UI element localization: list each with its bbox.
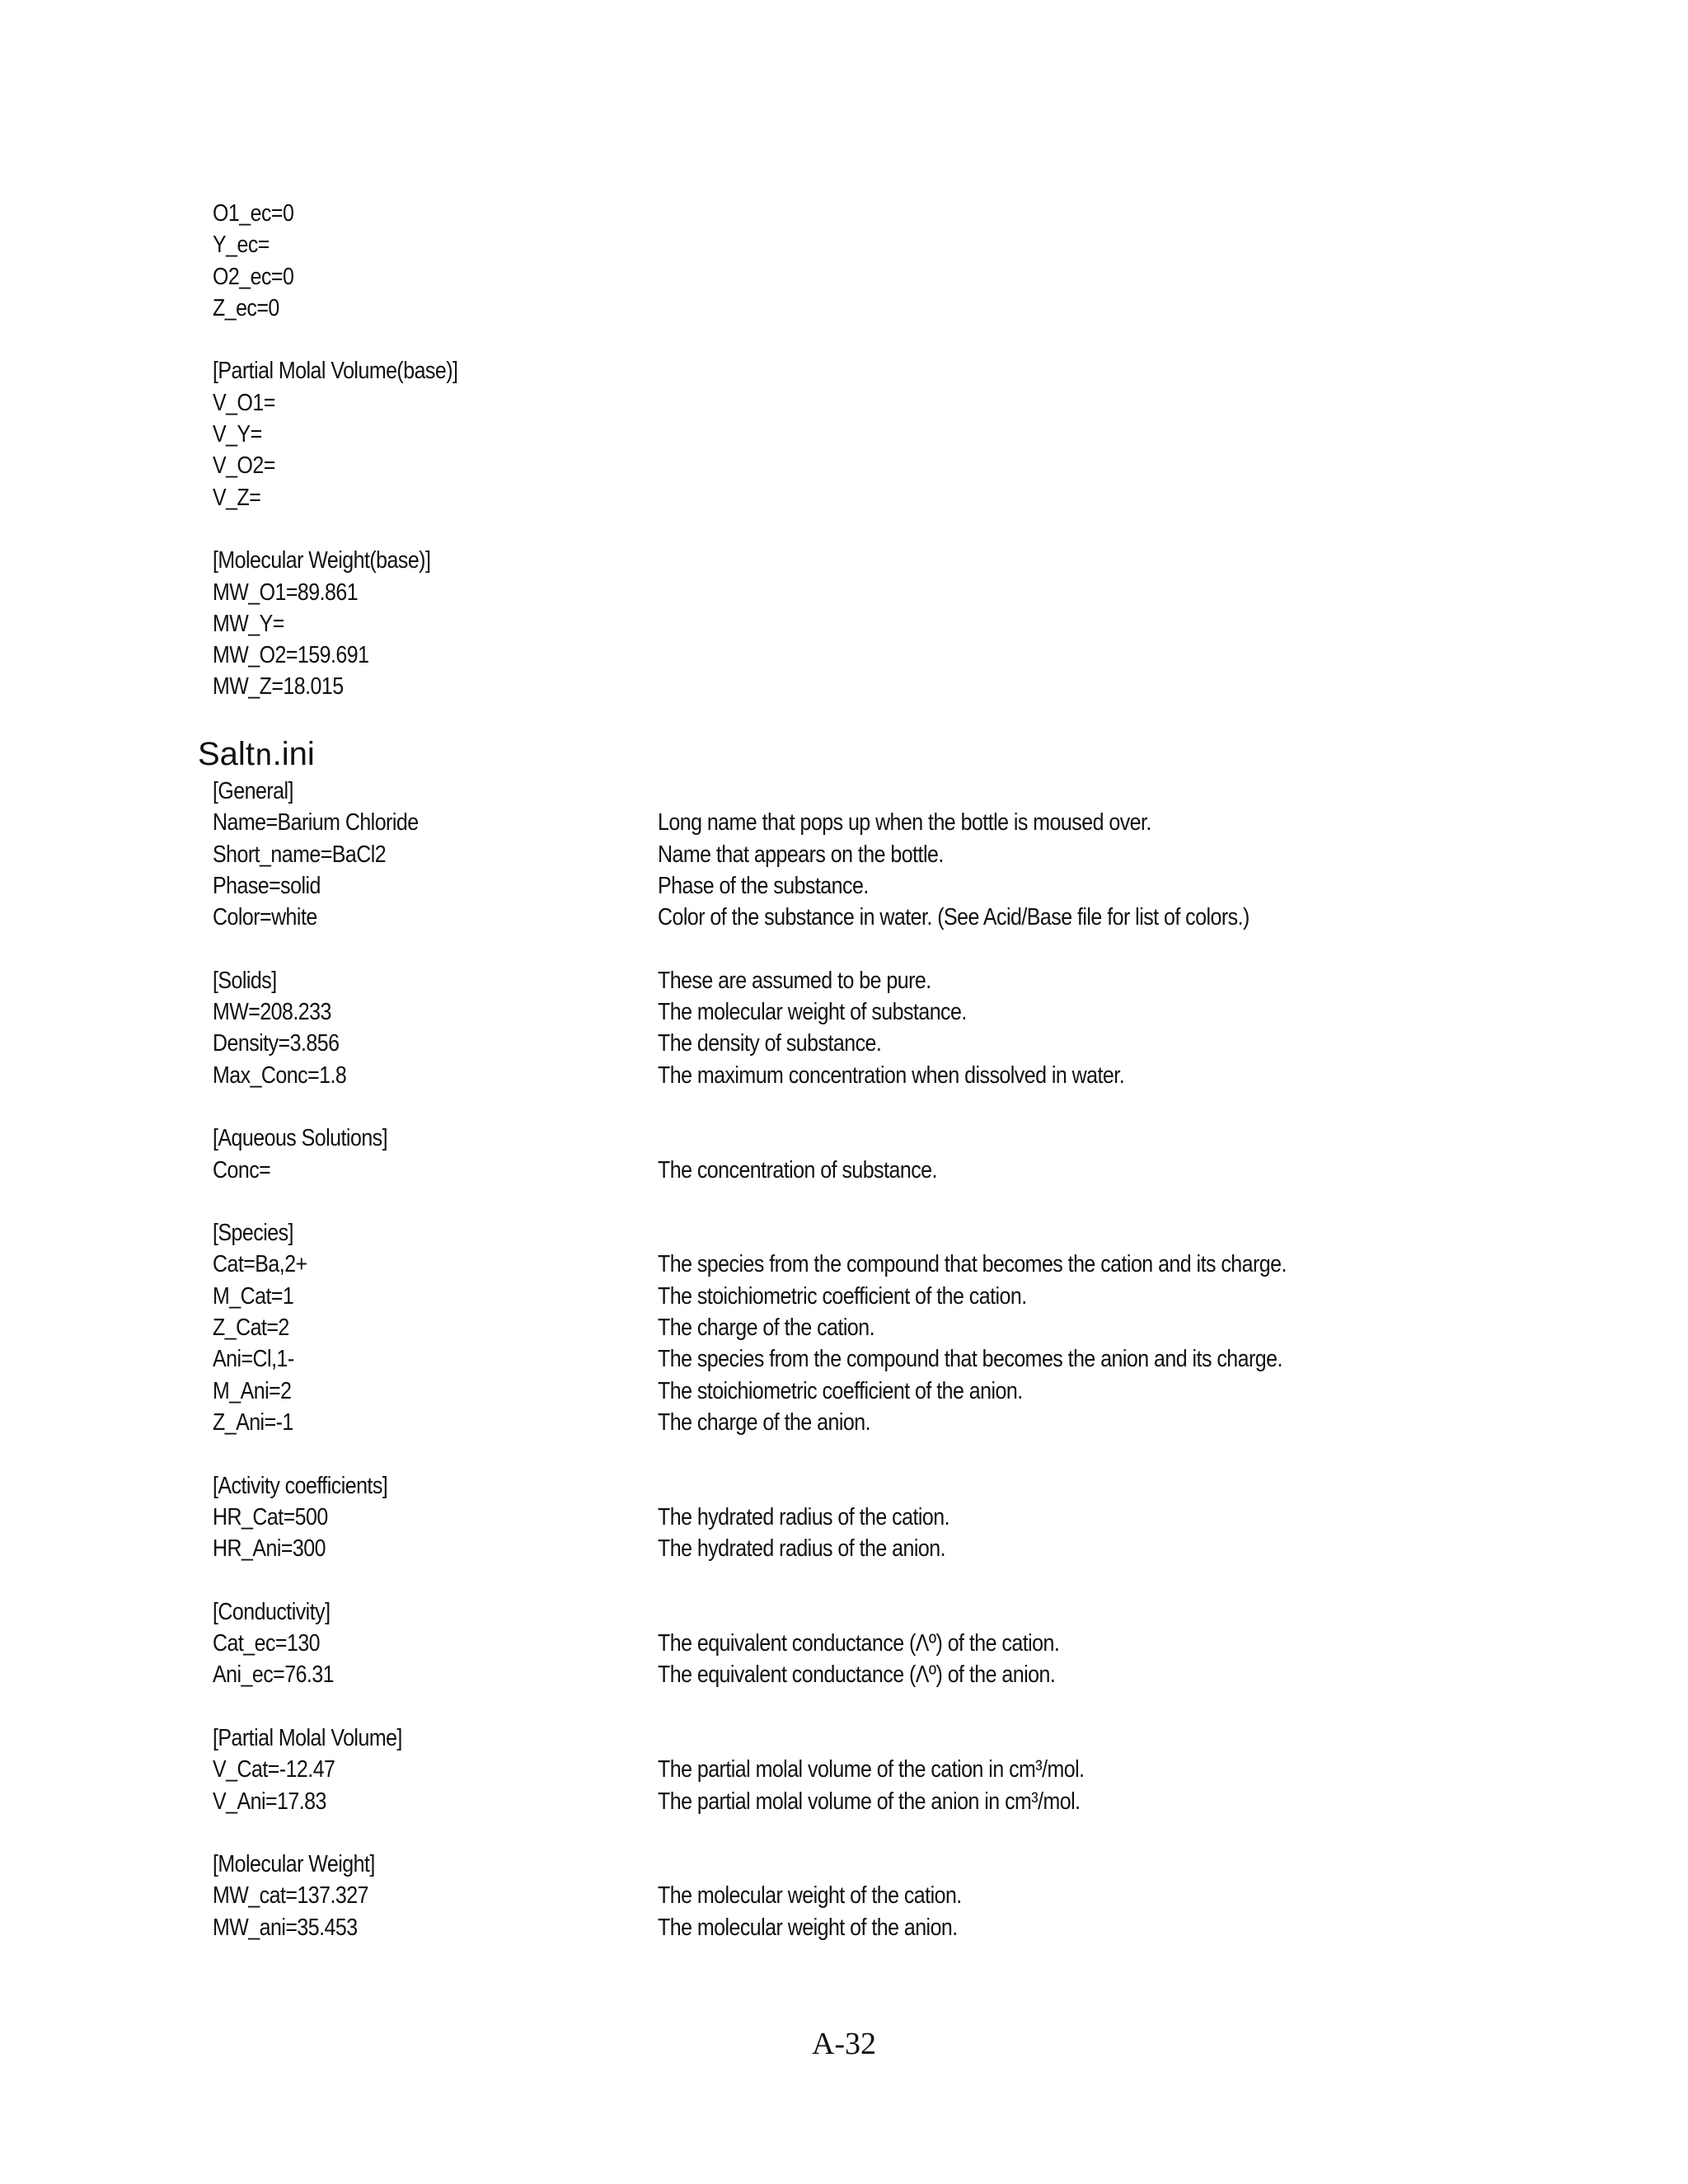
ini-line <box>213 807 1498 838</box>
ini-entry: V_O2= <box>213 452 275 480</box>
blank-line <box>213 1091 1498 1122</box>
ini-line <box>213 839 1498 870</box>
ini-line <box>213 419 1498 450</box>
ini-entry: M_Cat=1 <box>213 1282 294 1310</box>
ini-entry: Density=3.856 <box>213 1030 340 1057</box>
blank-line <box>213 1564 1498 1596</box>
ini-line <box>213 965 1498 996</box>
ini-line <box>213 1060 1498 1091</box>
ini-line <box>213 1249 1498 1280</box>
ini-section-header: [Solids] <box>213 967 277 994</box>
ini-entry: O2_ec=0 <box>213 263 294 290</box>
ini-entry-description: Name that appears on the bottle. <box>658 841 944 868</box>
ini-line <box>213 1343 1498 1375</box>
ini-line <box>213 1596 1498 1628</box>
ini-entry: V_Ani=17.83 <box>213 1788 326 1815</box>
ini-entry-description: The species from the compound that becomes the anion and its charge. <box>658 1346 1282 1373</box>
ini-entry: Cat_ec=130 <box>213 1630 321 1657</box>
ini-line <box>213 1786 1498 1817</box>
ini-entry-description: The density of substance. <box>658 1030 882 1057</box>
ini-line <box>213 1281 1498 1312</box>
blank-line <box>213 1817 1498 1849</box>
ini-section-header: [Partial Molal Volume] <box>213 1724 402 1751</box>
ini-section-header: [Conductivity] <box>213 1598 331 1625</box>
ini-entry: Phase=solid <box>213 872 321 899</box>
ini-entry: Cat=Ba,2+ <box>213 1251 307 1278</box>
ini-entry: MW_ani=35.453 <box>213 1914 358 1941</box>
ini-entry-description: The maximum concentration when dissolved in water. <box>658 1062 1125 1089</box>
ini-line <box>213 1407 1498 1438</box>
ini-line <box>213 1912 1498 1943</box>
ini-section-header: [Molecular Weight] <box>213 1851 375 1878</box>
ini-line <box>213 1722 1498 1754</box>
base-ini-fragment <box>213 198 1498 703</box>
ini-line <box>213 1754 1498 1785</box>
ini-line <box>213 1376 1498 1407</box>
ini-entry: MW_cat=137.327 <box>213 1882 368 1910</box>
ini-line <box>213 450 1498 481</box>
ini-entry-description: The stoichiometric coefficient of the anion. <box>658 1377 1023 1404</box>
ini-entry: MW=208.233 <box>213 999 331 1026</box>
ini-entry: Short_name=BaCl2 <box>213 841 387 868</box>
ini-entry-description: These are assumed to be pure. <box>658 967 931 994</box>
ini-entry: Max_Conc=1.8 <box>213 1062 347 1089</box>
ini-line <box>213 1312 1498 1343</box>
ini-line <box>213 577 1498 608</box>
ini-entry: Conc= <box>213 1156 271 1183</box>
ini-line <box>213 545 1498 576</box>
ini-entry: M_Ani=2 <box>213 1377 292 1404</box>
heading-prefix: Salt <box>198 736 255 772</box>
ini-entry-description: Phase of the substance. <box>658 872 869 899</box>
ini-entry: V_O1= <box>213 389 275 416</box>
ini-line <box>213 640 1498 671</box>
blank-line <box>213 1691 1498 1722</box>
ini-line <box>213 355 1498 387</box>
ini-section-header: [Molecular Weight(base)] <box>213 547 431 574</box>
ini-entry: MW_Y= <box>213 610 284 637</box>
ini-entry-description: The hydrated radius of the anion. <box>658 1535 945 1563</box>
ini-section-header: [Activity coefficients] <box>213 1472 388 1499</box>
ini-entry: HR_Ani=300 <box>213 1535 326 1563</box>
ini-entry: V_Y= <box>213 421 262 448</box>
ini-entry: Ani_ec=76.31 <box>213 1661 335 1689</box>
ini-entry-description: The molecular weight of the anion. <box>658 1914 958 1941</box>
ini-line <box>213 1849 1498 1880</box>
ini-entry: MW_Z=18.015 <box>213 673 344 701</box>
blank-line <box>213 513 1498 545</box>
ini-section-header: [Partial Molal Volume(base)] <box>213 358 458 385</box>
ini-entry-description: The partial molal volume of the anion in cm³/mol. <box>658 1788 1081 1815</box>
ini-line <box>213 1217 1498 1249</box>
ini-line <box>213 198 1498 229</box>
ini-line <box>213 229 1498 260</box>
ini-line <box>213 1155 1498 1186</box>
salt-ini-listing <box>213 776 1498 1943</box>
ini-entry-description: The charge of the cation. <box>658 1315 875 1342</box>
ini-line <box>213 996 1498 1028</box>
ini-entry-description: The stoichiometric coefficient of the cation. <box>658 1282 1027 1310</box>
ini-entry-description: The molecular weight of substance. <box>658 999 967 1026</box>
ini-line <box>213 902 1498 933</box>
ini-entry-description: The species from the compound that becomes the cation and its charge. <box>658 1251 1287 1278</box>
ini-entry-description: The molecular weight of the cation. <box>658 1882 962 1910</box>
ini-entry: MW_O1=89.861 <box>213 579 359 606</box>
ini-line <box>213 1028 1498 1059</box>
ini-entry: HR_Cat=500 <box>213 1503 328 1530</box>
page-number: A-32 <box>811 2027 877 2061</box>
ini-entry-description: The partial molal volume of the cation in cm³/mol. <box>658 1756 1085 1783</box>
ini-entry-description: The concentration of substance. <box>658 1156 937 1183</box>
ini-section-header: [General] <box>213 778 293 804</box>
ini-entry: Z_Cat=2 <box>213 1315 289 1342</box>
ini-line <box>213 387 1498 419</box>
ini-line <box>213 671 1498 702</box>
ini-entry: Z_Ani=-1 <box>213 1408 293 1436</box>
heading-suffix: .ini <box>272 736 315 772</box>
ini-entry-description: Color of the substance in water. (See Acid/Base file for list of colors.) <box>658 904 1250 931</box>
ini-entry: Z_ec=0 <box>213 294 279 321</box>
ini-line <box>213 293 1498 324</box>
ini-entry-description: The equivalent conductance (Λº) of the cation. <box>658 1630 1060 1657</box>
ini-line <box>213 870 1498 902</box>
ini-section-header: [Species] <box>213 1220 293 1247</box>
blank-line <box>213 1186 1498 1217</box>
ini-line <box>213 1628 1498 1659</box>
ini-entry-description: The equivalent conductance (Λº) of the anion. <box>658 1661 1056 1689</box>
blank-line <box>213 933 1498 964</box>
ini-line <box>213 1659 1498 1690</box>
ini-line <box>213 261 1498 293</box>
heading-variable: n <box>254 738 273 772</box>
ini-entry: Y_ec= <box>213 232 270 259</box>
ini-entry: V_Z= <box>213 484 261 511</box>
ini-line <box>213 1122 1498 1154</box>
ini-entry: V_Cat=-12.47 <box>213 1756 335 1783</box>
ini-entry-description: The hydrated radius of the cation. <box>658 1503 950 1530</box>
ini-line <box>213 608 1498 640</box>
ini-line <box>213 1470 1498 1502</box>
ini-entry: Color=white <box>213 904 317 931</box>
ini-line <box>213 776 1498 807</box>
ini-entry-description: Long name that pops up when the bottle is moused over. <box>658 809 1151 837</box>
ini-line <box>213 482 1498 513</box>
ini-entry: Name=Barium Chloride <box>213 809 419 837</box>
ini-line <box>213 1502 1498 1533</box>
ini-line <box>213 1880 1498 1911</box>
ini-entry-description: The charge of the anion. <box>658 1408 870 1436</box>
section-heading <box>198 733 315 776</box>
ini-section-header: [Aqueous Solutions] <box>213 1125 388 1152</box>
ini-entry: O1_ec=0 <box>213 200 294 227</box>
ini-entry: Ani=Cl,1- <box>213 1346 294 1373</box>
blank-line <box>213 324 1498 355</box>
ini-entry: MW_O2=159.691 <box>213 642 369 669</box>
ini-line <box>213 1533 1498 1564</box>
blank-line <box>213 1438 1498 1469</box>
